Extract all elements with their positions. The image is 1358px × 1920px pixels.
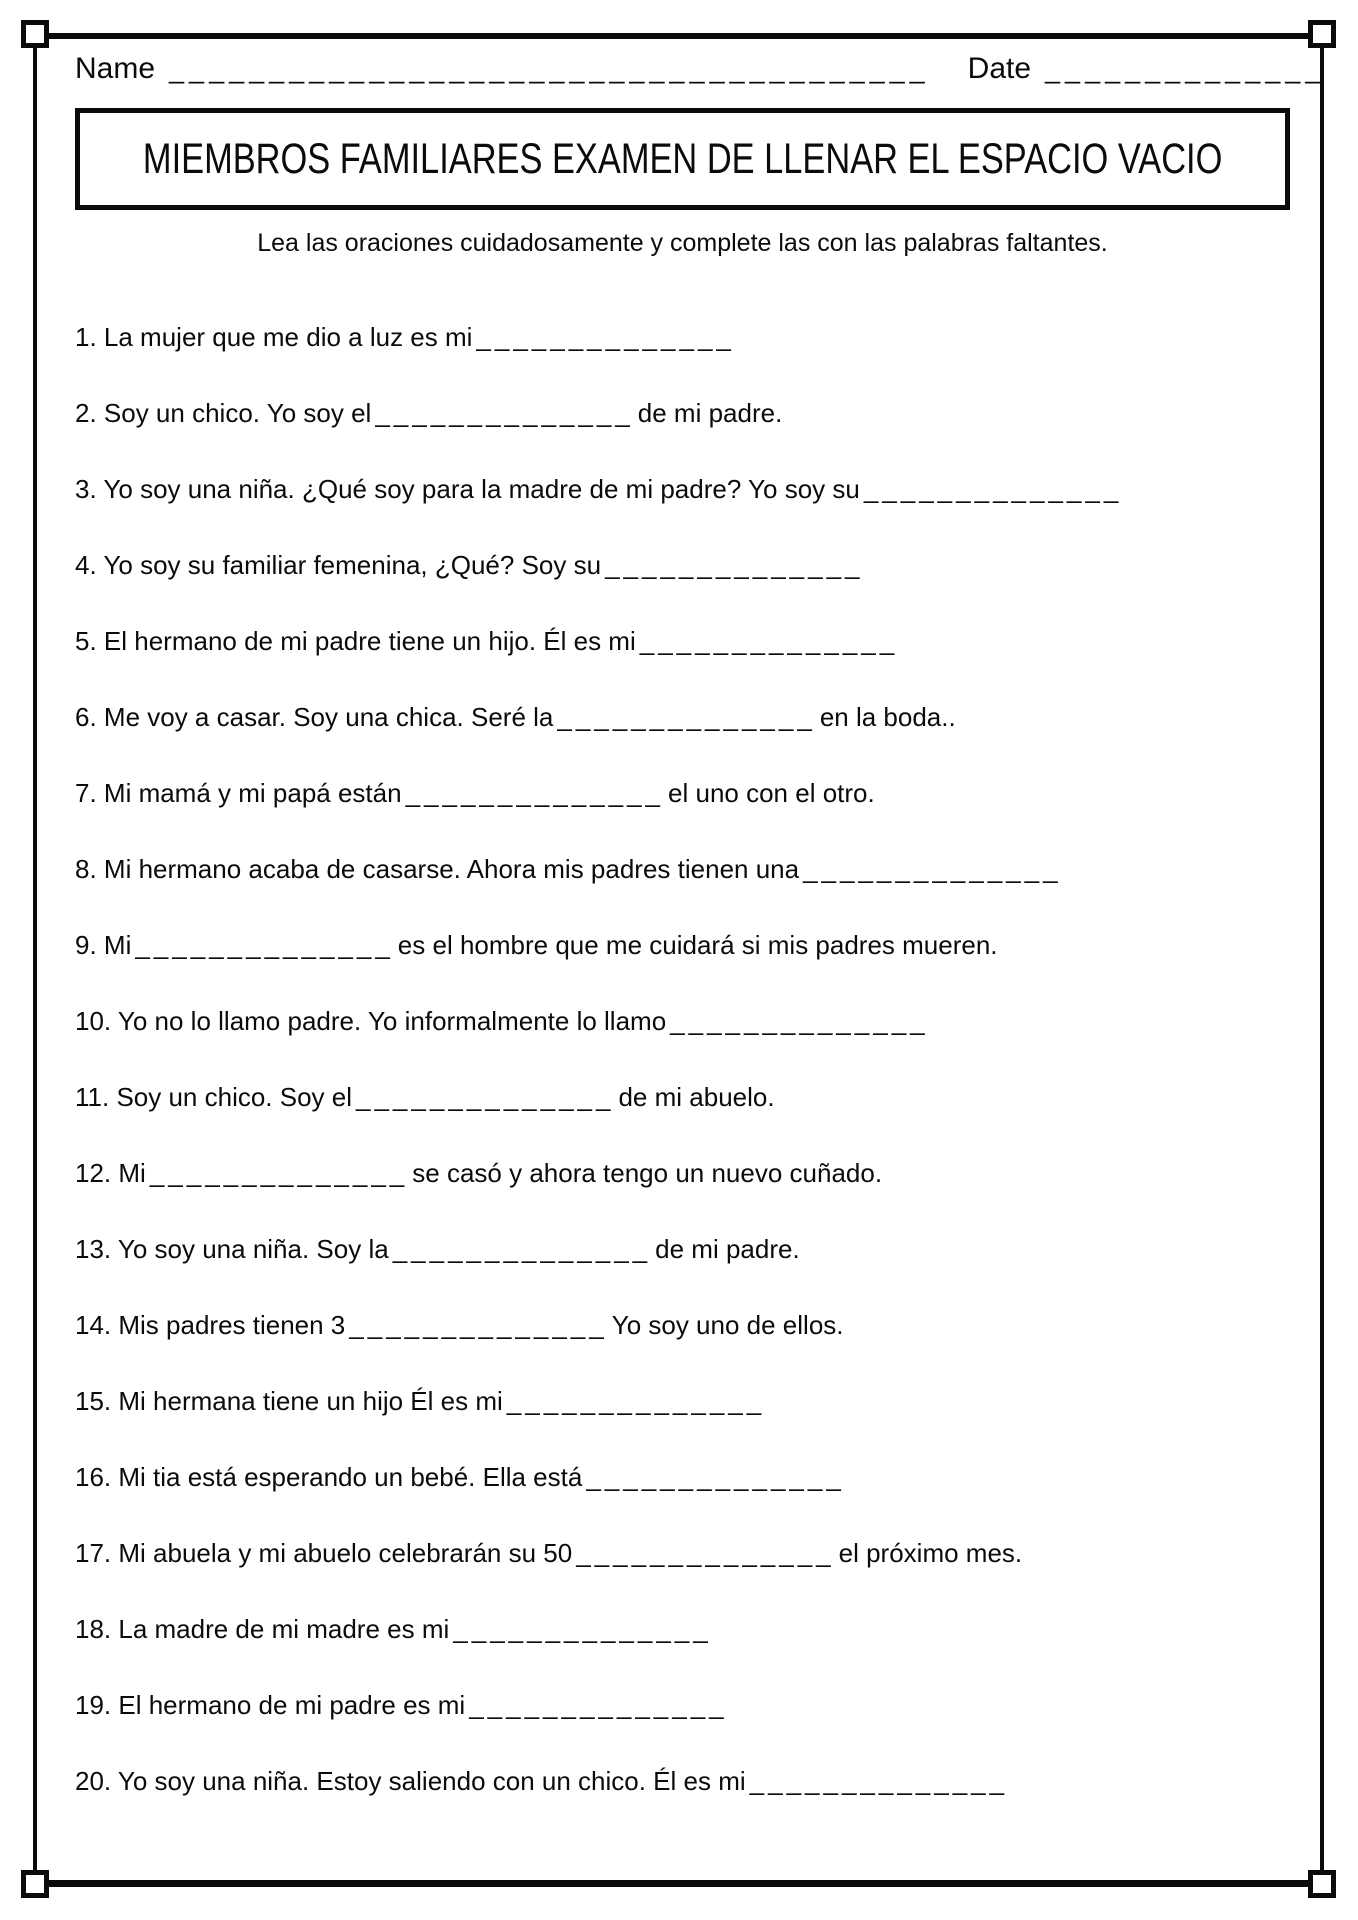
question-3 — [75, 474, 1290, 504]
corner-square-bottom-right — [1308, 1870, 1336, 1898]
worksheet-title: MIEMBROS FAMILIARES EXAMEN DE LLENAR EL ESPACIO VACIO — [142, 134, 1223, 183]
question-text: es el hombre que me cuidará si mis padres mueren. — [397, 930, 998, 960]
answer-blank[interactable]: ______________ — [749, 1766, 1009, 1796]
question-12 — [75, 1158, 1290, 1188]
question-text: 20. Yo soy una niña. Estoy saliendo con un chico. Él es mi — [75, 1766, 746, 1796]
name-label: Name — [75, 52, 156, 85]
question-list — [75, 322, 1290, 1796]
instructions-text: Lea las oraciones cuidadosamente y complete las con las palabras faltantes. — [257, 229, 1108, 257]
border-bottom-line — [48, 1880, 1309, 1887]
question-text: 9. Mi — [75, 930, 132, 960]
question-13 — [75, 1234, 1290, 1264]
question-14 — [75, 1310, 1290, 1340]
question-19 — [75, 1690, 1290, 1720]
answer-blank[interactable]: ______________ — [453, 1614, 712, 1644]
question-text: 2. Soy un chico. Yo soy el — [75, 398, 372, 428]
answer-blank[interactable]: ______________ — [392, 1234, 652, 1264]
answer-blank[interactable]: ______________ — [670, 1006, 929, 1036]
corner-square-top-right — [1308, 20, 1336, 48]
answer-blank[interactable]: ______________ — [476, 322, 735, 352]
question-text: en la boda.. — [819, 702, 956, 732]
question-text: se casó y ahora tengo un nuevo cuñado. — [412, 1158, 883, 1188]
question-text: 14. Mis padres tienen 3 — [75, 1310, 346, 1340]
question-4 — [75, 550, 1290, 580]
answer-blank[interactable]: ______________ — [506, 1386, 766, 1416]
question-text: de mi abuelo. — [618, 1082, 775, 1112]
worksheet-page — [75, 52, 1326, 1842]
question-16 — [75, 1462, 1290, 1492]
name-date-row — [75, 52, 1326, 86]
question-text: Yo soy uno de ellos. — [611, 1310, 844, 1340]
question-18 — [75, 1614, 1290, 1644]
answer-blank[interactable]: ______________ — [375, 398, 634, 428]
question-20 — [75, 1766, 1290, 1796]
question-15 — [75, 1386, 1290, 1416]
name-fill-line[interactable]: ______________________________________ — [169, 54, 930, 84]
question-text: 19. El hermano de mi padre es mi — [75, 1690, 466, 1720]
question-17 — [75, 1538, 1290, 1568]
question-text: el uno con el otro. — [668, 778, 875, 808]
question-text: 5. El hermano de mi padre tiene un hijo. Él es mi — [75, 626, 636, 656]
question-text: 12. Mi — [75, 1158, 146, 1188]
question-text: 10. Yo no lo llamo padre. Yo informalmente lo llamo — [75, 1006, 667, 1036]
question-8 — [75, 854, 1290, 884]
date-fill-line[interactable]: ______________ — [1045, 54, 1326, 84]
question-11 — [75, 1082, 1290, 1112]
question-text: 15. Mi hermana tiene un hijo Él es mi — [75, 1386, 503, 1416]
question-text: 6. Me voy a casar. Soy una chica. Seré la — [75, 702, 554, 732]
question-text: 18. La madre de mi madre es mi — [75, 1614, 450, 1644]
title-box — [75, 108, 1290, 210]
answer-blank[interactable]: ______________ — [576, 1538, 835, 1568]
corner-square-top-left — [21, 20, 49, 48]
question-6 — [75, 702, 1290, 732]
answer-blank[interactable]: ______________ — [149, 1158, 409, 1188]
question-text: 17. Mi abuela y mi abuelo celebrarán su 50 — [75, 1538, 573, 1568]
border-top-line — [48, 33, 1309, 39]
question-7 — [75, 778, 1290, 808]
question-text: 7. Mi mamá y mi papá están — [75, 778, 402, 808]
question-text: 13. Yo soy una niña. Soy la — [75, 1234, 389, 1264]
answer-blank[interactable]: ______________ — [605, 550, 864, 580]
question-text: 4. Yo soy su familiar femenina, ¿Qué? Soy su — [75, 550, 602, 580]
question-text: 1. La mujer que me dio a luz es mi — [75, 322, 473, 352]
question-text: de mi padre. — [637, 398, 783, 428]
border-left-line — [33, 47, 37, 1873]
question-text: 16. Mi tia está esperando un bebé. Ella está — [75, 1462, 583, 1492]
answer-blank[interactable]: ______________ — [405, 778, 665, 808]
answer-blank[interactable]: ______________ — [586, 1462, 845, 1492]
question-text: 3. Yo soy una niña. ¿Qué soy para la madre de mi padre? Yo soy su — [75, 474, 860, 504]
border-right-line — [1320, 47, 1324, 1873]
question-text: el próximo mes. — [838, 1538, 1023, 1568]
question-text: 8. Mi hermano acaba de casarse. Ahora mis padres tienen una — [75, 854, 800, 884]
date-label: Date — [967, 52, 1032, 85]
answer-blank[interactable]: ______________ — [349, 1310, 608, 1340]
answer-blank[interactable]: ______________ — [863, 474, 1123, 504]
corner-square-bottom-left — [21, 1870, 49, 1898]
question-1 — [75, 322, 1290, 352]
question-text: 11. Soy un chico. Soy el — [75, 1082, 353, 1112]
answer-blank[interactable]: ______________ — [803, 854, 1062, 884]
question-2 — [75, 398, 1290, 428]
answer-blank[interactable]: ______________ — [356, 1082, 615, 1112]
question-9 — [75, 930, 1290, 960]
answer-blank[interactable]: ______________ — [639, 626, 899, 656]
question-text: de mi padre. — [655, 1234, 800, 1264]
answer-blank[interactable]: ______________ — [469, 1690, 728, 1720]
question-10 — [75, 1006, 1290, 1036]
answer-blank[interactable]: ______________ — [557, 702, 816, 732]
question-5 — [75, 626, 1290, 656]
answer-blank[interactable]: ______________ — [135, 930, 394, 960]
